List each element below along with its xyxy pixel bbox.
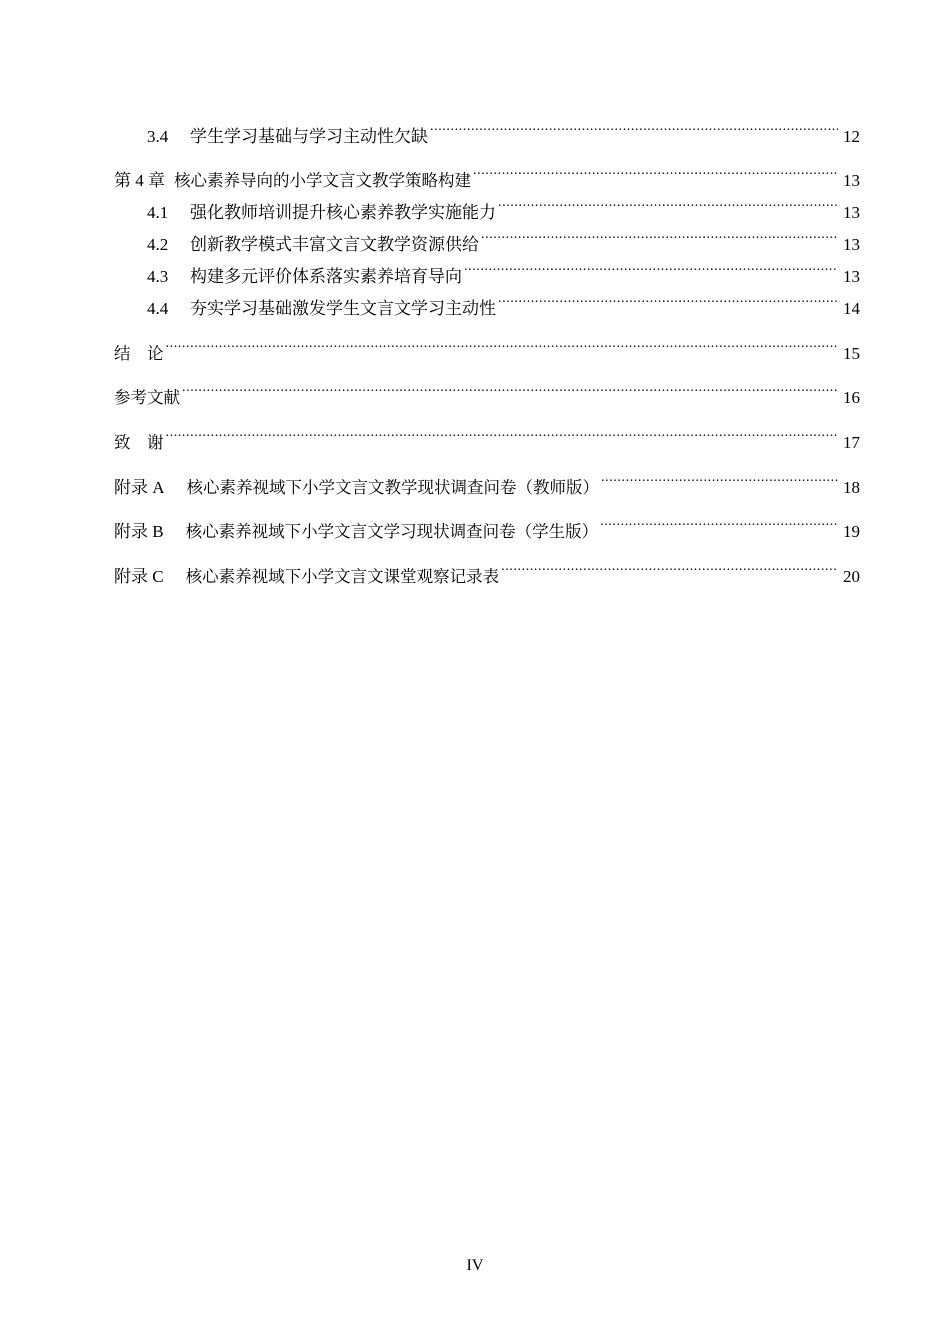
- page-number: IV: [466, 1257, 484, 1274]
- toc-dot-leader: [601, 469, 838, 493]
- toc-dot-leader: [498, 290, 838, 314]
- toc-dot-leader: [166, 335, 839, 359]
- toc-entry-title: 核心素养视域下小学文言文学习现状调查问卷（学生版）: [185, 522, 599, 541]
- toc-entry-references[interactable]: [114, 379, 860, 410]
- toc-entry-page: 13: [843, 267, 860, 286]
- toc-entry-page: 20: [843, 567, 860, 586]
- toc-dot-leader: [501, 558, 838, 582]
- toc-dot-leader: [481, 226, 838, 250]
- toc-entry-number: 附录 A: [114, 478, 165, 497]
- toc-entry-4-1[interactable]: [147, 194, 860, 225]
- toc-entry-acknowledgements[interactable]: [114, 424, 860, 455]
- toc-entry-appendix-c[interactable]: [114, 558, 860, 589]
- toc-entry-3-4[interactable]: [147, 118, 860, 149]
- toc-dot-leader: [182, 379, 838, 403]
- toc-entry-title: 学生学习基础与学习主动性欠缺: [190, 127, 428, 146]
- toc-entry-title: 核心素养视域下小学文言文课堂观察记录表: [185, 567, 500, 586]
- toc-entry-page: 18: [843, 478, 860, 497]
- toc-entry-page: 14: [843, 299, 860, 318]
- toc-entry-number: 附录 B: [114, 522, 164, 541]
- toc-dot-leader: [473, 162, 838, 186]
- toc-entry-appendix-b[interactable]: [114, 513, 860, 544]
- toc-entry-number: 4.3: [147, 267, 169, 286]
- toc-entry-number: 第 4 章: [114, 171, 165, 190]
- toc-dot-leader: [166, 424, 839, 448]
- toc-entry-page: 13: [843, 203, 860, 222]
- toc-entry-page: 19: [843, 522, 860, 541]
- toc-dot-leader: [430, 118, 838, 142]
- toc-entry-number: 3.4: [147, 127, 169, 146]
- toc-entry-number: 附录 C: [114, 567, 164, 586]
- toc-entry-title: 致 谢: [114, 433, 164, 452]
- toc-entry-page: 13: [843, 235, 860, 254]
- toc-entry-chapter-4[interactable]: [114, 162, 860, 193]
- toc-entry-title: 核心素养导向的小学文言文教学策略构建: [174, 171, 471, 190]
- toc-entry-page: 16: [843, 388, 860, 407]
- toc-entry-page: 17: [843, 433, 860, 452]
- toc-entry-conclusion[interactable]: [114, 335, 860, 366]
- toc-entry-4-3[interactable]: [147, 258, 860, 289]
- toc-dot-leader: [600, 513, 838, 537]
- toc-entry-4-2[interactable]: [147, 226, 860, 257]
- toc-entry-title: 强化教师培训提升核心素养教学实施能力: [190, 203, 496, 222]
- toc-dot-leader: [498, 194, 838, 218]
- toc-entry-title: 创新教学模式丰富文言文教学资源供给: [190, 235, 479, 254]
- toc-entry-page: 15: [843, 344, 860, 363]
- toc-entry-4-4[interactable]: [147, 290, 860, 321]
- toc-entry-number: 4.4: [147, 299, 169, 318]
- toc-entry-appendix-a[interactable]: [114, 469, 860, 500]
- toc-entry-title: 核心素养视域下小学文言文教学现状调查问卷（教师版）: [186, 478, 600, 497]
- toc-entry-page: 12: [843, 127, 860, 146]
- toc-entry-title: 参考文献: [114, 388, 180, 407]
- toc-entry-title: 夯实学习基础激发学生文言文学习主动性: [190, 299, 496, 318]
- toc-entry-number: 4.2: [147, 235, 169, 254]
- toc-entry-title: 结 论: [114, 344, 164, 363]
- toc-entry-number: 4.1: [147, 203, 169, 222]
- toc-dot-leader: [464, 258, 838, 282]
- toc-entry-page: 13: [843, 171, 860, 190]
- toc-entry-title: 构建多元评价体系落实素养培育导向: [190, 267, 462, 286]
